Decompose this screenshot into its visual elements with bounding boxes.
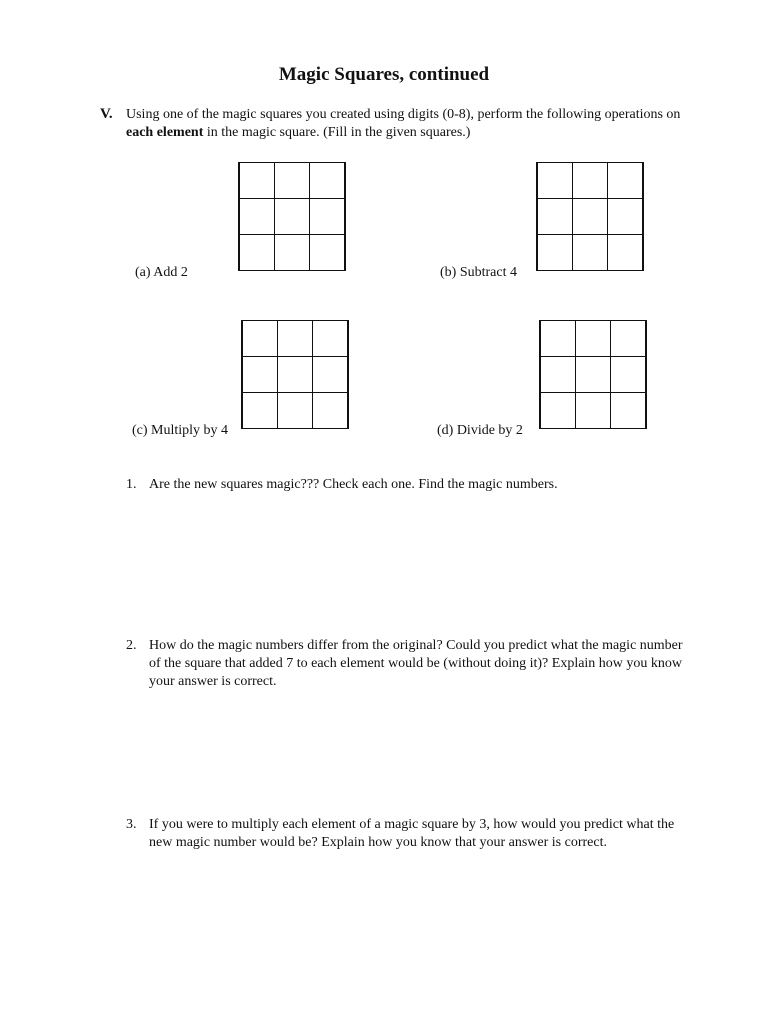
- grid-cell[interactable]: [573, 235, 608, 271]
- grid-cell[interactable]: [537, 235, 573, 271]
- grid-cell[interactable]: [278, 357, 313, 393]
- grid-cell[interactable]: [537, 199, 573, 235]
- grid-cell[interactable]: [278, 321, 313, 357]
- grid-cell[interactable]: [540, 393, 576, 429]
- grid-divide-2: [539, 320, 647, 429]
- grid-cell[interactable]: [278, 393, 313, 429]
- instruction-text-start: Using one of the magic squares you created using digits (0-8), perform the following operations on: [126, 107, 681, 122]
- grid-cell[interactable]: [608, 235, 644, 271]
- grid-cell[interactable]: [573, 199, 608, 235]
- grid-cell[interactable]: [313, 321, 349, 357]
- grid-cell[interactable]: [540, 357, 576, 393]
- grid-cell[interactable]: [573, 163, 608, 199]
- question-3: [126, 816, 696, 852]
- grid-cell[interactable]: [239, 163, 275, 199]
- grid-subtract-4: [536, 162, 644, 271]
- question-number: 3.: [126, 817, 137, 832]
- grid-cell[interactable]: [239, 235, 275, 271]
- section-instruction: [126, 106, 686, 142]
- grid-cell[interactable]: [242, 357, 278, 393]
- grid-cell[interactable]: [608, 199, 644, 235]
- question-text: How do the magic numbers differ from the original? Could you predict what the magic number of the square that added 7 to each element would be (without doing it)? Explain how you know your answer is correct.: [149, 638, 683, 689]
- grid-cell[interactable]: [576, 357, 611, 393]
- grid-cell[interactable]: [275, 235, 310, 271]
- grid-add-2: [238, 162, 346, 271]
- grid-cell[interactable]: [540, 321, 576, 357]
- section-label: V.: [100, 106, 113, 122]
- grid-label-subtract-4: (b) Subtract 4: [440, 265, 517, 280]
- grid-cell[interactable]: [275, 199, 310, 235]
- grid-label-add-2: (a) Add 2: [135, 265, 188, 280]
- grid-cell[interactable]: [242, 393, 278, 429]
- grid-cell[interactable]: [310, 163, 346, 199]
- grid-cell[interactable]: [310, 199, 346, 235]
- grid-cell[interactable]: [611, 357, 647, 393]
- question-text: Are the new squares magic??? Check each one. Find the magic numbers.: [149, 477, 558, 492]
- grid-cell[interactable]: [576, 393, 611, 429]
- grid-cell[interactable]: [239, 199, 275, 235]
- grid-cell[interactable]: [611, 321, 647, 357]
- grid-cell[interactable]: [608, 163, 644, 199]
- question-number: 1.: [126, 477, 137, 492]
- question-number: 2.: [126, 638, 137, 653]
- grid-cell[interactable]: [275, 163, 310, 199]
- question-2: [126, 637, 696, 691]
- grid-label-multiply-4: (c) Multiply by 4: [132, 423, 229, 438]
- grid-cell[interactable]: [313, 393, 349, 429]
- instruction-text-end: in the magic square. (Fill in the given squares.): [203, 125, 471, 140]
- grid-label-divide-2: (d) Divide by 2: [437, 423, 523, 438]
- page-title: Magic Squares, continued: [278, 64, 490, 85]
- question-text: If you were to multiply each element of a magic square by 3, how would you predict what the new magic number would be? Explain how you know that your answer is correct.: [149, 817, 675, 850]
- grid-cell[interactable]: [242, 321, 278, 357]
- grid-cell[interactable]: [537, 163, 573, 199]
- grid-cell[interactable]: [313, 357, 349, 393]
- grid-cell[interactable]: [576, 321, 611, 357]
- grid-cell[interactable]: [310, 235, 346, 271]
- grid-multiply-4: [241, 320, 349, 429]
- question-1: [126, 476, 696, 494]
- grid-cell[interactable]: [611, 393, 647, 429]
- instruction-emphasis: each element: [126, 125, 204, 140]
